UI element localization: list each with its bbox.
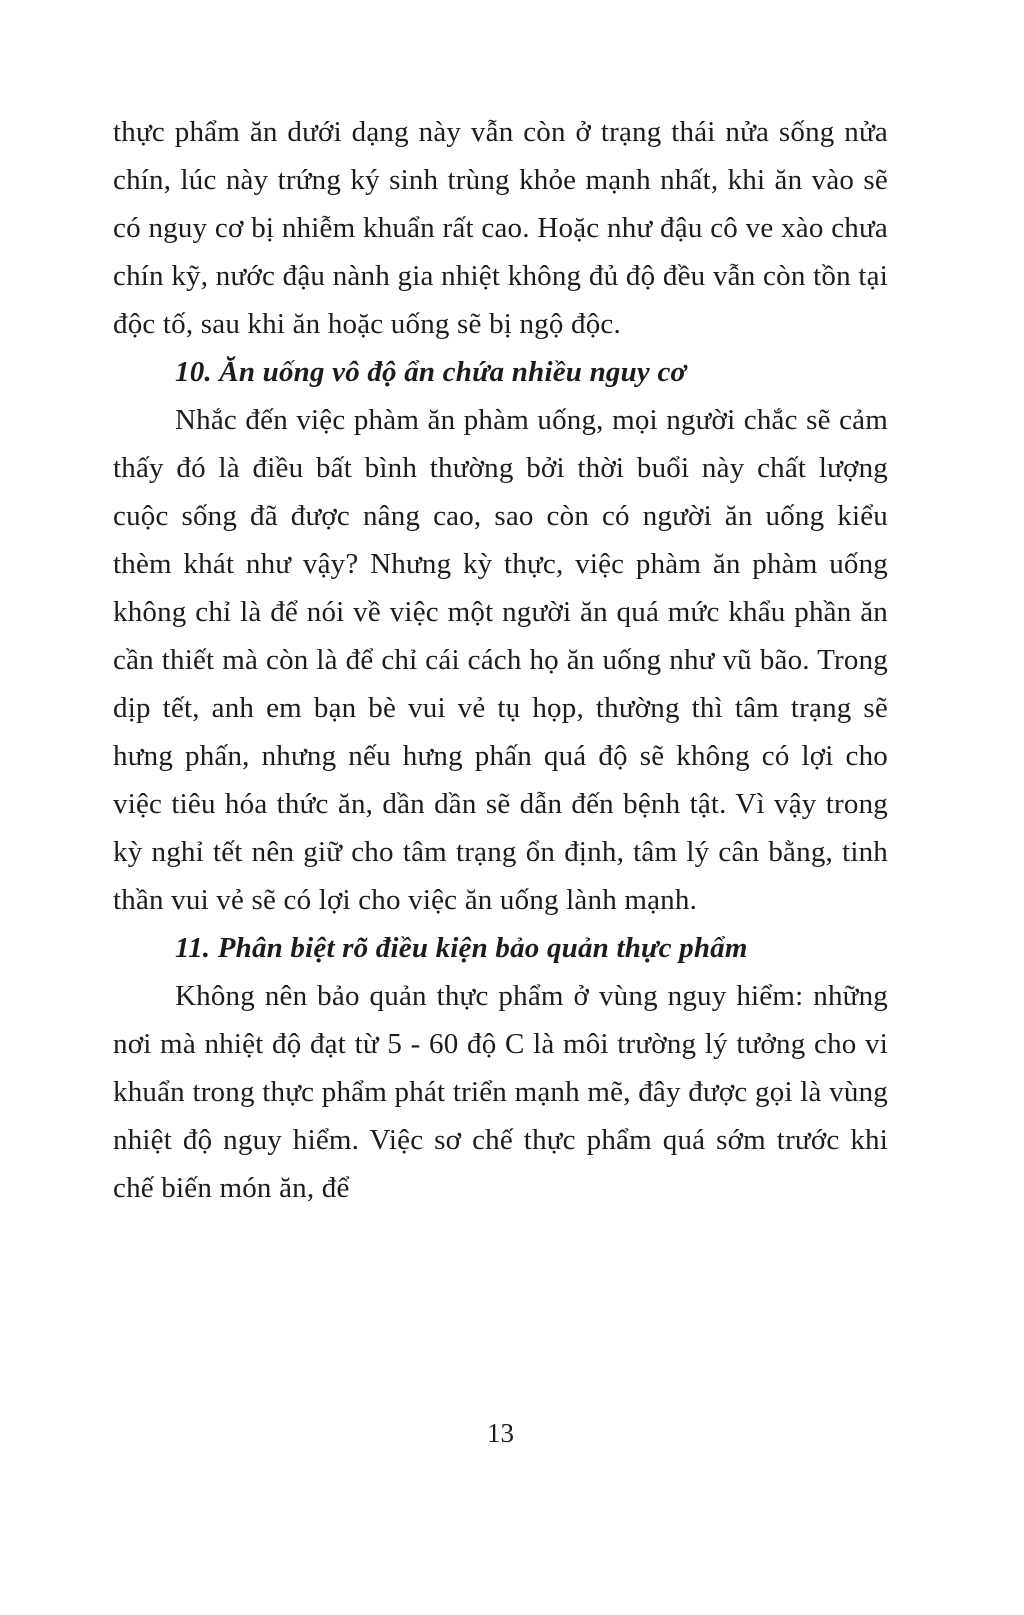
paragraph-section-10: Nhắc đến việc phàm ăn phàm uống, mọi người chắc sẽ cảm thấy đó là điều bất bình thường bởi thời buổi này chất lượng cuộc sống đã được nâng cao, sao còn có người ăn uống kiểu thèm khát như vậy? Nhưng kỳ thực, việc phàm ăn phàm uống không chỉ là để nói về việc một người ăn quá mức khẩu phần ăn cần thiết mà còn là để chỉ cái cách họ ăn uống như vũ bão. Trong dịp tết, anh em bạn bè vui vẻ tụ họp, thường thì tâm trạng sẽ hưng phấn, nhưng nếu hưng phấn quá độ sẽ không có lợi cho việc tiêu hóa thức ăn, dần dần sẽ dẫn đến bệnh tật. Vì vậy trong kỳ nghỉ tết nên giữ cho tâm trạng ổn định, tâm lý cân bằng, tinh thần vui vẻ sẽ có lợi cho việc ăn uống lành mạnh. xyxy=(113,404,888,916)
section-heading-11: 11. Phân biệt rõ điều kiện bảo quản thực phẩm xyxy=(175,932,748,964)
paragraph-section-11: Không nên bảo quản thực phẩm ở vùng nguy hiểm: những nơi mà nhiệt độ đạt từ 5 - 60 độ C là môi trường lý tưởng cho vi khuẩn trong thực phẩm phát triển mạnh mẽ, đây được gọi là vùng nhiệt độ nguy hiểm. Việc sơ chế thực phẩm quá sớm trước khi chế biến món ăn, để xyxy=(113,980,888,1204)
section-heading-10: 10. Ăn uống vô độ ẩn chứa nhiều nguy cơ xyxy=(175,356,687,388)
paragraph-continuation: thực phẩm ăn dưới dạng này vẫn còn ở trạng thái nửa sống nửa chín, lúc này trứng ký sinh trùng khỏe mạnh nhất, khi ăn vào sẽ có nguy cơ bị nhiễm khuẩn rất cao. Hoặc như đậu cô ve xào chưa chín kỹ, nước đậu nành gia nhiệt không đủ độ đều vẫn còn tồn tại độc tố, sau khi ăn hoặc uống sẽ bị ngộ độc. xyxy=(113,116,888,340)
page-number: 13 xyxy=(487,1418,514,1448)
